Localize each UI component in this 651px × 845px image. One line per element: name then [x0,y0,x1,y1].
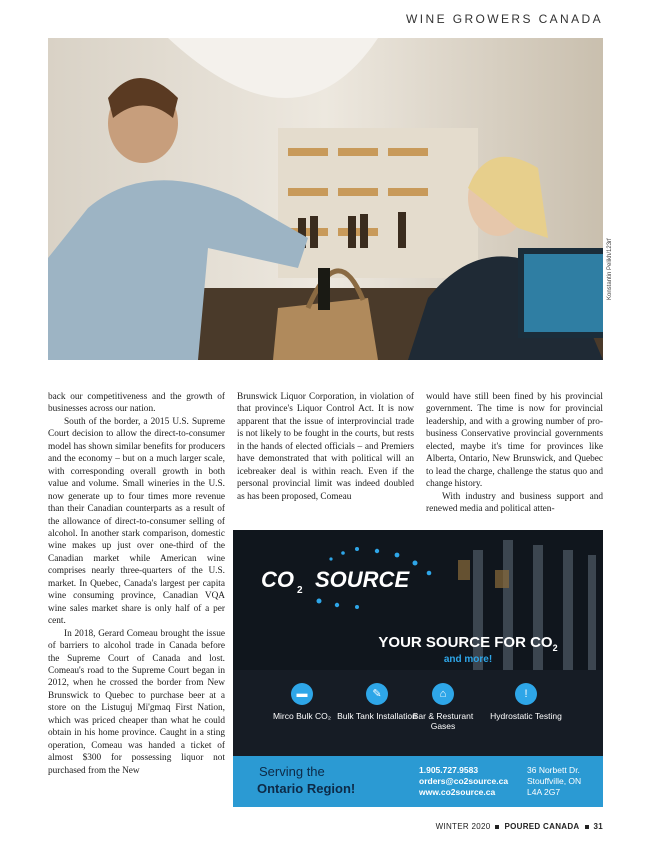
ad-tagline: YOUR SOURCE FOR $CO_2$ [378,634,558,653]
paragraph: back our competitiveness and the growth of businesses across our nation. [48,392,225,415]
ad-contact-bar [233,756,603,807]
warning-icon: ! [515,683,537,705]
paragraph: With industry and business support and renewed media and political atten- [426,491,603,515]
paragraph: would have still been fined by his provincial government. The time is now for provincial leadership, and with a growing number of pro-business Conservative provincial governments elected, maybe it's time for provinces like Alberta, Ontario, New Brunswick, and Quebec to lead the charge, challenge the status quo and change history. [426,392,603,490]
photo-credit: Konstantin Pelikh/123rf [607,238,613,300]
issue-label: WINTER 2020 [435,822,491,831]
truck-icon: ▬ [291,683,313,705]
magazine-name: POURED CANADA [504,822,580,831]
paragraph: In 2018, Gerard Comeau brought the issue of barriers to alcohol trade in Canada before the Supreme Court of Canada and lost. Comeau's road to the Supreme Court began in 2012, when he crossed the border from New Brunswick to Quebec to purchase beer at a store on the Listuguj Mi'gmaq First Nation, which was priced cheaper than what he could obtain in his home province. Caught in a sting operation, Comeau was handed a ticket of almost $300 for possessing liquor not purchased from the New [48,628,225,776]
article-column-1 [48,391,225,777]
paragraph: Brunswick Liquor Corporation, in violation of that province's Liquor Control Act. It is now apparent that the issue of interprovincial trade is not likely to be fought in the courts, but rests in the hands of elected officials – and Premiers have demonstrated that with political will an icebreaker deal is within reach. Even if the personal provincial limit was indeed doubled as has been proposed, Comeau [237,392,414,502]
logo-source-text: SOURCE [315,567,410,592]
service-tank-installation: ✎ Bulk Tank Installation [337,683,417,721]
contact-info [419,765,508,798]
service-bar-gases: ⌂ Bar & Resturant Gases [403,683,483,731]
ad-and-more: and more! [443,654,493,665]
phone[interactable]: 1.905.727.9583 [419,765,479,775]
website-link[interactable]: www.co2source.ca [419,787,496,797]
email-link[interactable]: orders@co2source.ca [419,776,509,786]
paragraph: South of the border, a 2015 U.S. Supreme Court decision to allow the direct-to-consumer model has shown similar benefits for producers and the economy – but on a much larger scale, with corresponding overall growth in both value and volume. Small wineries in the U.S. now generate up to four times more revenue than their Canadian counterparts as a result of the allowance of direct-to-consumer selling of alcohol. In another stark comparison, domestic wine makes up just over one-third of the Canadian market while American wine comprises nearly three-quarters of the U.S. market. In Quebec, Canada's largest per capita wine consuming province, Canadian VQA wine sales market share is only half of a per cent. [48,416,225,627]
page-number: 31 [593,822,603,831]
logo-subscript: 2 [297,585,303,596]
article-column-3 [426,391,603,516]
serving-line-1: Serving the [259,764,325,779]
service-bulk-co2: ▬ Mirco Bulk CO₂ [262,683,342,721]
home-icon: ⌂ [432,683,454,705]
wrench-icon: ✎ [366,683,388,705]
co2-source-logo [257,543,457,623]
article-column-2 [237,391,414,503]
page-footer [436,822,603,831]
serving-line-2: Ontario Region! [257,781,356,796]
logo-co-text: CO [261,567,294,592]
address: 36 Norbett Dr. Stouffville, ON L4A 2G7 [527,765,582,797]
service-hydrostatic-testing: ! Hydrostatic Testing [486,683,566,721]
running-header: WINE GROWERS CANADA [406,12,603,26]
co2-source-advertisement[interactable] [233,530,603,807]
feature-photo [48,38,603,360]
